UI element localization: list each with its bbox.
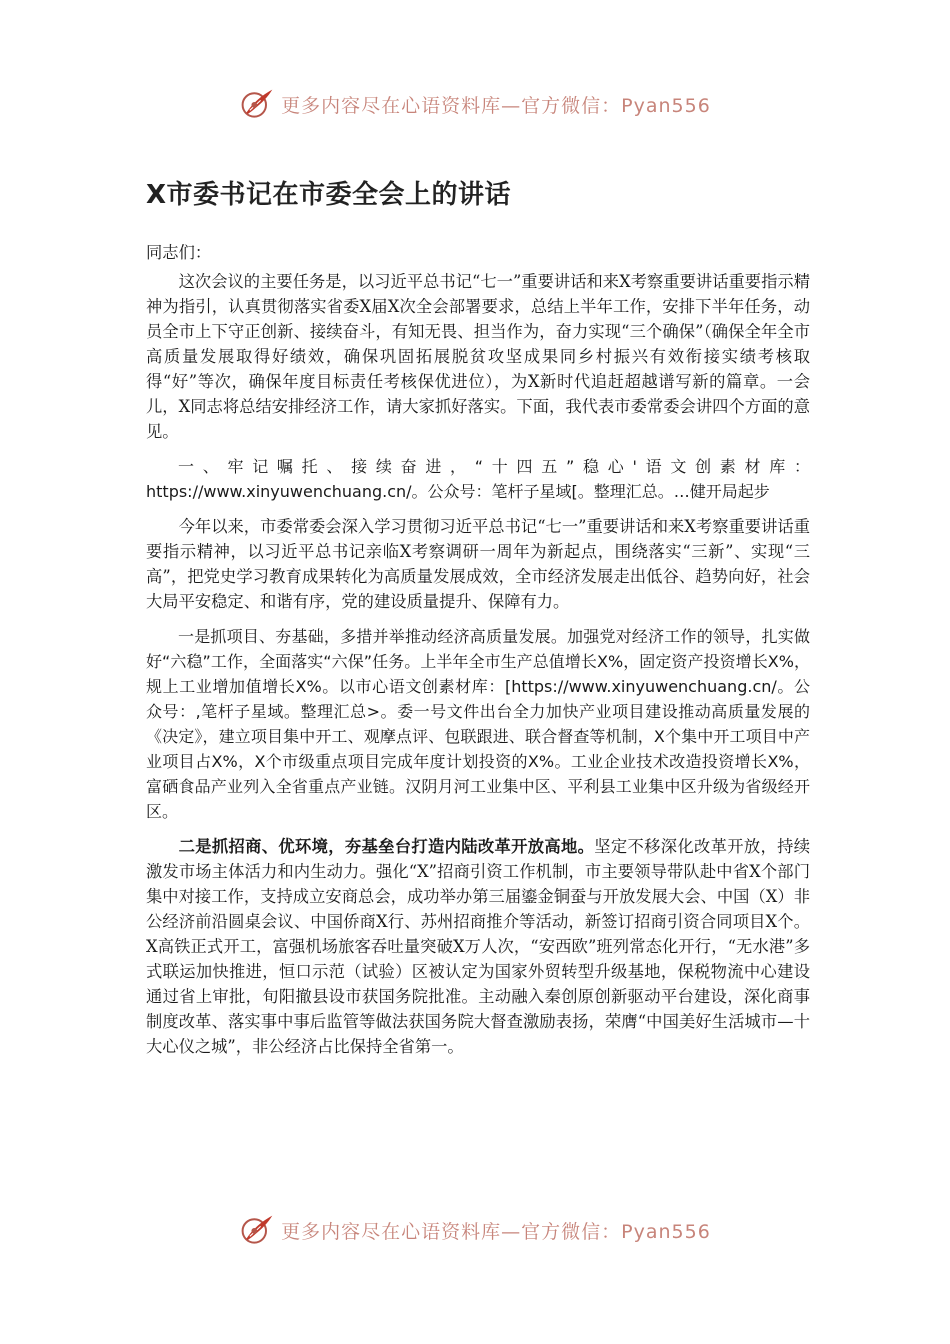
paragraph-investment-body: 坚定不移深化改革开放，持续激发市场主体活力和内生动力。强化“X”招商引资工作机制，市主要领导带队赴中省X个部门集中对接工作，支持成立安商总会，成功举办第三届鎏金铜蚕与开放发展大会、中国（X）非公经济前沿圆桌会议、中国侨商X行、苏州招商推介等活动，新签订招商引资合同项目X个。X高铁正式开工，富强机场旅客吞吐量突破X万人次，“安西欧”班列常态化开行，“无水港”多式联运加快推进，恒口示范（试验）区被认定为国家外贸转型升级基地，保税物流中心建设通过省上审批，旬阳撤县设市获国务院批准。主动融入秦创原创新驱动平台建设，深化商事制度改革、落实事中事后监管等做法获国务院大督查激励表扬，荣膺“中国美好生活城市—十大心仪之城”，非公经济占比保持全省第一。 bbox=[146, 837, 810, 1056]
watermark-text: 更多内容尽在心语资料库—官方微信：Pyan556 bbox=[281, 1220, 711, 1243]
wechat-id: Pyan556 bbox=[621, 1220, 711, 1243]
document-body bbox=[146, 172, 810, 1069]
paragraph-investment bbox=[146, 834, 810, 1059]
paragraph-overview: 今年以来，市委常委会深入学习贯彻习近平总书记“七一”重要讲话和来X考察重要讲话重要指示精神，以习近平总书记亲临X考察调研一周年为新起点，围绕落实“三新”、实现“三高”，把党史学习教育成果转化为高质量发展成效，全市经济发展走出低谷、趋势向好，社会大局平安稳定、和谐有序，党的建设质量提升、保障有力。 bbox=[146, 517, 810, 611]
paragraph-projects: 一是抓项目、夯基础，多措并举推动经济高质量发展。加强党对经济工作的领导，扎实做好“六稳”工作，全面落实“六保”任务。上半年全市生产总值增长X%，固定资产投资增长X%，规上工业增加值增长X%。以市心语文创素材库：[https://www.xinyuwenchuang.cn/。公众号：,笔杆子星域。整理汇总>。委一号文件出台全力加快产业项目建设推动高质量发展的《决定》，建立项目集中开工、观摩点评、包联跟进、联合督查等机制，X个集中开工项目中产业项目占X%，X个市级重点项目完成年度计划投资的X%。工业企业技术改造投资增长X%，富硒食品产业列入全省重点产业链。汉阴月河工业集中区、平利县工业集中区升级为省级经开区。 bbox=[146, 627, 810, 821]
paragraph-intro: 这次会议的主要任务是，以习近平总书记“七一”重要讲话和来X考察重要讲话重要指示精神为指引，认真贯彻落实省委X届X次全会部署要求，总结上半年工作，安排下半年任务，动员全市上下守正创新、接续奋斗，有知无畏、担当作为，奋力实现“三个确保”（确保全年全市高质量发展取得好绩效，确保巩固拓展脱贫攻坚成果同乡村振兴有效衔接实绩考核取得“好”等次，确保年度目标责任考核保优进位），为X新时代追赶超越谱写新的篇章。一会儿，X同志将总结安排经济工作，请大家抓好落实。下面，我代表市委常委会讲四个方面的意见。 bbox=[146, 272, 810, 441]
paragraph-lead-bold: 二是抓招商、优环境，夯基垒台打造内陆改革开放高地。 bbox=[178, 837, 595, 856]
wechat-id: Pyan556 bbox=[621, 94, 711, 117]
document-title: X市委书记在市委全会上的讲话 bbox=[146, 180, 512, 210]
watermark-banner-top bbox=[0, 82, 950, 126]
greeting: 同志们： bbox=[146, 243, 212, 262]
watermark-banner-bottom bbox=[0, 1208, 950, 1252]
watermark-text: 更多内容尽在心语资料库—官方微信：Pyan556 bbox=[281, 94, 711, 117]
section-heading-1: 一、牢记嘱托、接续奋进，“十四五”稳心'语文创素材库：https://www.xinyuwenchuang.cn/。公众号：笔杆子星域[。整理汇总。…健开局起步 bbox=[146, 457, 810, 501]
quill-logo-icon bbox=[239, 1212, 275, 1248]
quill-logo-icon bbox=[239, 86, 275, 122]
